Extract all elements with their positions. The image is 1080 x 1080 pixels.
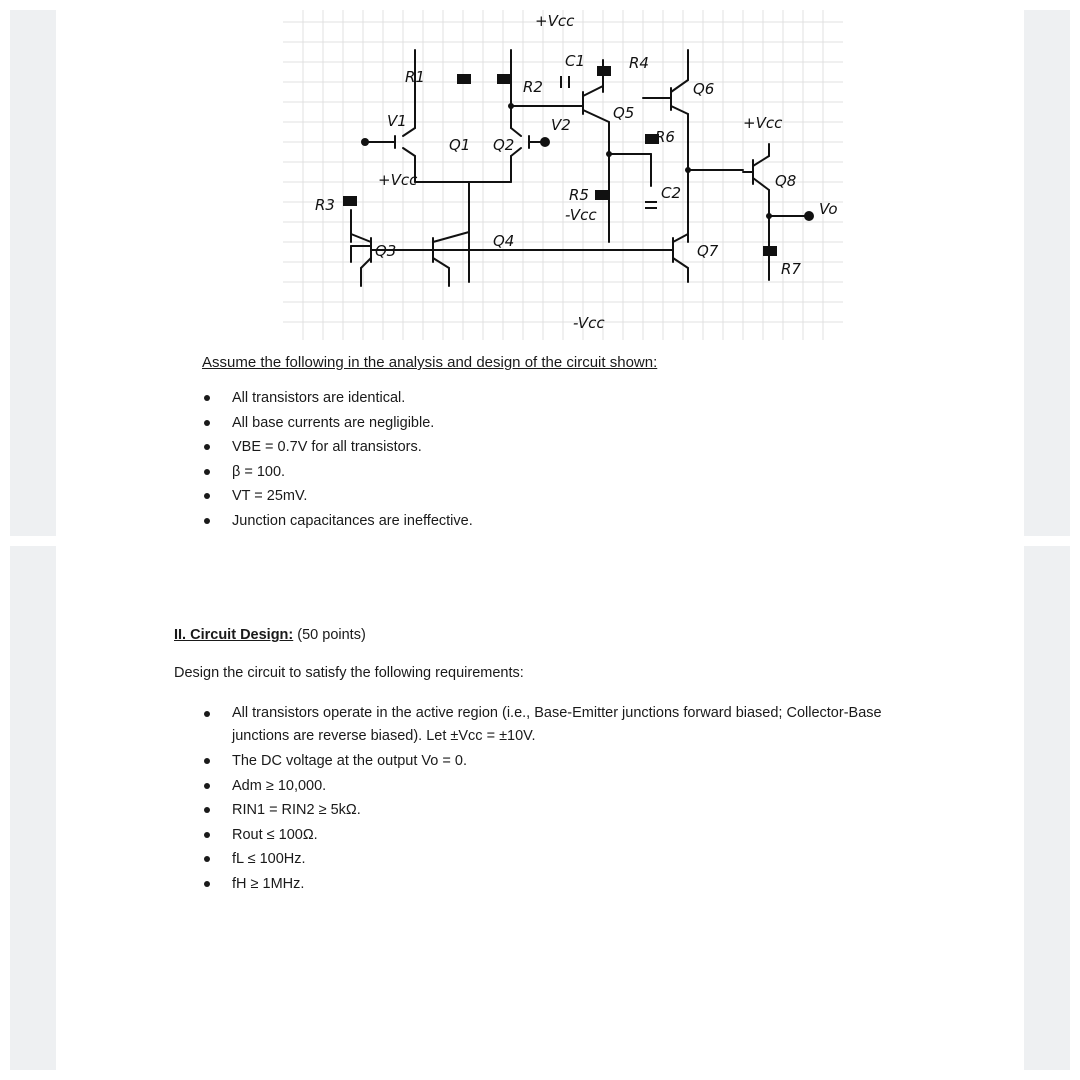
list-item-text: VT = 25mV. xyxy=(232,488,308,504)
bullet-icon xyxy=(204,395,210,401)
label-vee-mid: -Vcc xyxy=(565,206,597,224)
label-q3: Q3 xyxy=(375,242,397,260)
label-vcc-top: +Vcc xyxy=(535,12,575,30)
bullet-icon xyxy=(204,856,210,862)
list-item-text: All transistors are identical. xyxy=(232,390,406,406)
label-r4: R4 xyxy=(629,54,649,72)
bullet-icon xyxy=(204,881,210,887)
right-margin-top xyxy=(1024,10,1070,536)
list-item-text: fL ≤ 100Hz. xyxy=(232,851,306,867)
left-margin-bottom xyxy=(10,546,56,1070)
list-item-text: All base currents are negligible. xyxy=(232,414,435,431)
section-points: (50 points) xyxy=(297,627,366,643)
assumptions-list xyxy=(232,386,473,533)
section-label: II. Circuit Design: xyxy=(174,627,294,643)
label-v1: V1 xyxy=(387,112,407,130)
document-page-1 xyxy=(56,10,1024,536)
right-margin-bottom xyxy=(1024,546,1070,1070)
list-item xyxy=(232,460,473,485)
list-item xyxy=(232,749,892,774)
list-item-text: VBE = 0.7V for all transistors. xyxy=(232,439,422,455)
list-item xyxy=(232,435,473,460)
bullet-icon xyxy=(204,420,210,426)
list-item xyxy=(232,509,473,534)
label-q6: Q6 xyxy=(693,80,715,98)
bullet-icon xyxy=(204,832,210,838)
list-item-text: fH ≥ 1MHz. xyxy=(232,875,305,892)
label-r2: R2 xyxy=(523,78,543,96)
list-item-text: RIN1 = RIN2 ≥ 5kΩ. xyxy=(232,802,361,818)
list-item xyxy=(232,823,892,848)
list-item-text: Adm ≥ 10,000. xyxy=(232,777,327,794)
list-item-text: β = 100. xyxy=(232,463,286,480)
bullet-icon xyxy=(204,758,210,764)
list-item xyxy=(232,484,473,509)
label-q2: Q2 xyxy=(493,136,515,154)
bullet-icon xyxy=(204,444,210,450)
label-q7: Q7 xyxy=(697,242,719,260)
requirements-list xyxy=(232,702,892,896)
label-vcc-right: +Vcc xyxy=(743,114,783,132)
list-item xyxy=(232,847,892,872)
list-item-text: Rout ≤ 100Ω. xyxy=(232,826,318,843)
list-item xyxy=(232,702,892,748)
circuit-diagram xyxy=(283,10,843,340)
bullet-icon xyxy=(204,518,210,524)
label-v2: V2 xyxy=(551,116,571,134)
label-r7: R7 xyxy=(781,260,801,278)
document-page-2 xyxy=(56,546,1024,1070)
list-item xyxy=(232,774,892,799)
label-vcc-left: +Vcc xyxy=(378,171,418,189)
list-item xyxy=(232,798,892,823)
label-vee-bottom: -Vcc xyxy=(573,314,605,332)
list-item xyxy=(232,411,473,436)
bullet-icon xyxy=(204,783,210,789)
list-item-text: Junction capacitances are ineffective. xyxy=(232,512,473,529)
label-q8: Q8 xyxy=(775,172,797,190)
label-r1: R1 xyxy=(405,68,425,86)
label-r6: R6 xyxy=(655,128,675,146)
label-r5: R5 xyxy=(569,186,589,204)
list-item-text: All transistors operate in the active region (i.e., Base-Emitter junctions forward biased; Collector-Base junctions are reverse biased). Let ±Vcc = ±10V. xyxy=(232,705,882,744)
list-item xyxy=(232,386,473,411)
label-vo: Vo xyxy=(819,200,838,218)
bullet-icon xyxy=(204,469,210,475)
label-q4: Q4 xyxy=(493,232,515,250)
bullet-icon xyxy=(204,711,210,717)
list-item-text: The DC voltage at the output Vo = 0. xyxy=(232,753,467,769)
label-q1: Q1 xyxy=(449,136,471,154)
left-margin-top xyxy=(10,10,56,536)
assumptions-heading: Assume the following in the analysis and design of the circuit shown: xyxy=(202,354,658,371)
bullet-icon xyxy=(204,493,210,499)
label-r3: R3 xyxy=(315,196,335,214)
label-c1: C1 xyxy=(565,52,586,70)
design-intro: Design the circuit to satisfy the following requirements: xyxy=(174,665,524,681)
bullet-icon xyxy=(204,807,210,813)
section-title xyxy=(174,627,366,643)
list-item xyxy=(232,872,892,897)
label-q5: Q5 xyxy=(613,104,635,122)
label-c2: C2 xyxy=(661,184,682,202)
